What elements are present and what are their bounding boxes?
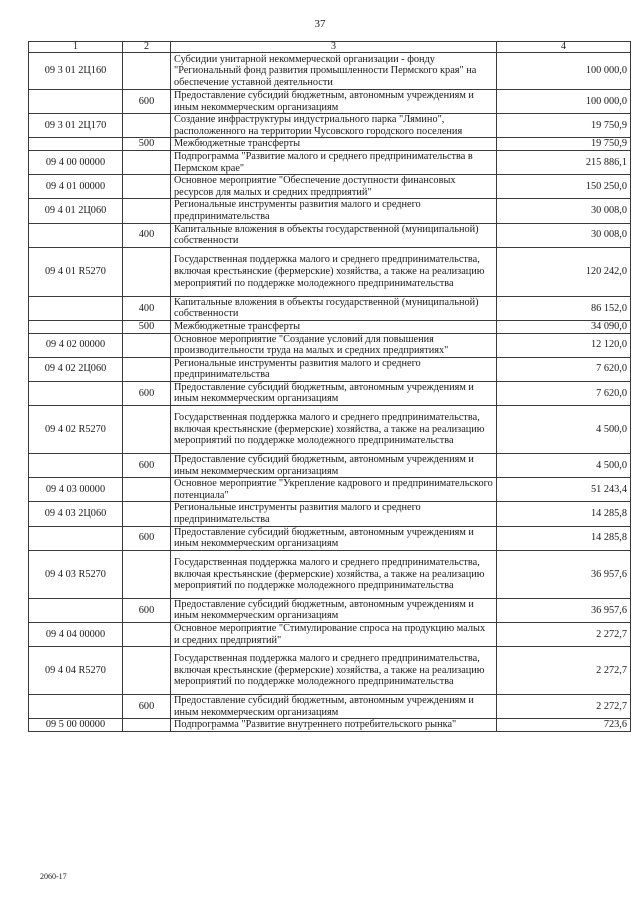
row-name-cell: Государственная поддержка малого и среднего предпринимательства, включая крестьянские (фермерские) хозяйства, а также на реализацию мероприятий по поддержке молодежного предпринимательства [171,647,497,695]
row-expense-type-cell [123,150,171,174]
row-code-cell: 09 4 04 00000 [29,623,123,647]
row-code-cell [29,320,123,333]
table-row [29,138,631,151]
table-row [29,175,631,199]
row-amount-cell: 12 120,0 [497,333,631,357]
row-amount-cell: 7 620,0 [497,381,631,405]
row-name-cell: Основное мероприятие "Стимулирование спроса на продукцию малых и средних предприятий" [171,623,497,647]
row-name-cell: Региональные инструменты развития малого и среднего предпринимательства [171,357,497,381]
row-name-cell: Основное мероприятие "Обеспечение доступности финансовых ресурсов для малых и средних предприятий" [171,175,497,199]
row-code-cell: 09 4 01 R5270 [29,247,123,296]
row-expense-type-cell [123,53,171,90]
row-amount-cell: 19 750,9 [497,114,631,138]
table-row [29,623,631,647]
table-row [29,247,631,296]
table-row [29,502,631,526]
row-code-cell: 09 4 03 00000 [29,478,123,502]
row-name-cell: Предоставление субсидий бюджетным, автономным учреждениям и иным некоммерческим организациям [171,695,497,719]
table-header-row [29,42,631,53]
row-name-cell: Подпрограмма "Развитие внутреннего потребительского рынка" [171,719,497,732]
table-row [29,320,631,333]
row-code-cell: 09 5 00 00000 [29,719,123,732]
row-code-cell: 09 4 01 2Ц060 [29,199,123,223]
row-name-cell: Государственная поддержка малого и среднего предпринимательства, включая крестьянские (фермерские) хозяйства, а также на реализацию мероприятий по поддержке молодежного предпринимательства [171,550,497,598]
row-code-cell [29,296,123,320]
table-row [29,90,631,114]
row-amount-cell: 14 285,8 [497,502,631,526]
row-code-cell: 09 4 02 2Ц060 [29,357,123,381]
table-row [29,454,631,478]
row-name-cell: Основное мероприятие "Укрепление кадрового и предпринимательского потенциала" [171,478,497,502]
row-amount-cell: 86 152,0 [497,296,631,320]
table-row [29,114,631,138]
row-amount-cell: 4 500,0 [497,454,631,478]
row-amount-cell: 36 957,6 [497,598,631,622]
row-amount-cell: 36 957,6 [497,550,631,598]
row-expense-type-cell: 400 [123,296,171,320]
header-cell-4: 4 [497,42,631,53]
row-code-cell [29,526,123,550]
row-name-cell: Межбюджетные трансферты [171,320,497,333]
row-name-cell: Региональные инструменты развития малого и среднего предпринимательства [171,199,497,223]
row-amount-cell: 30 008,0 [497,199,631,223]
row-amount-cell: 215 886,1 [497,150,631,174]
table-row [29,647,631,695]
row-name-cell: Капитальные вложения в объекты государственной (муниципальной) собственности [171,223,497,247]
budget-table [28,41,631,732]
row-expense-type-cell [123,550,171,598]
row-expense-type-cell [123,199,171,223]
row-name-cell: Предоставление субсидий бюджетным, автономным учреждениям и иным некоммерческим организациям [171,598,497,622]
row-expense-type-cell [123,623,171,647]
row-name-cell: Подпрограмма "Развитие малого и среднего предпринимательства в Пермском крае" [171,150,497,174]
row-amount-cell: 4 500,0 [497,406,631,454]
row-code-cell: 09 4 02 00000 [29,333,123,357]
row-code-cell: 09 4 01 00000 [29,175,123,199]
row-expense-type-cell [123,478,171,502]
row-name-cell: Предоставление субсидий бюджетным, автономным учреждениям и иным некоммерческим организациям [171,381,497,405]
row-code-cell: 09 4 02 R5270 [29,406,123,454]
row-amount-cell: 100 000,0 [497,53,631,90]
row-code-cell [29,598,123,622]
row-amount-cell: 34 090,0 [497,320,631,333]
row-amount-cell: 150 250,0 [497,175,631,199]
row-code-cell [29,138,123,151]
row-expense-type-cell: 600 [123,598,171,622]
page-number: 37 [314,18,326,30]
row-expense-type-cell: 600 [123,90,171,114]
row-expense-type-cell [123,357,171,381]
row-expense-type-cell [123,406,171,454]
table-row [29,526,631,550]
row-expense-type-cell [123,719,171,732]
row-amount-cell: 51 243,4 [497,478,631,502]
row-code-cell: 09 4 04 R5270 [29,647,123,695]
table-row [29,478,631,502]
row-code-cell: 09 3 01 2Ц170 [29,114,123,138]
row-amount-cell: 19 750,9 [497,138,631,151]
table-row [29,598,631,622]
row-code-cell [29,454,123,478]
row-name-cell: Создание инфраструктуры индустриального парка "Лямино", расположенного на территории Чусовского городского поселения [171,114,497,138]
row-expense-type-cell: 600 [123,454,171,478]
row-expense-type-cell [123,502,171,526]
row-amount-cell: 2 272,7 [497,695,631,719]
table-row [29,150,631,174]
table-row [29,333,631,357]
row-amount-cell: 2 272,7 [497,623,631,647]
footer-code: 2060-17 [40,872,67,881]
table-row [29,53,631,90]
row-code-cell [29,695,123,719]
row-expense-type-cell: 500 [123,138,171,151]
row-name-cell: Капитальные вложения в объекты государственной (муниципальной) собственности [171,296,497,320]
row-name-cell: Основное мероприятие "Создание условий для повышения производительности труда на малых и средних предприятиях" [171,333,497,357]
row-amount-cell: 2 272,7 [497,647,631,695]
row-code-cell [29,223,123,247]
row-name-cell: Региональные инструменты развития малого и среднего предпринимательства [171,502,497,526]
row-expense-type-cell: 400 [123,223,171,247]
header-cell-1: 1 [29,42,123,53]
row-amount-cell: 100 000,0 [497,90,631,114]
table-row [29,296,631,320]
table-row [29,406,631,454]
row-name-cell: Государственная поддержка малого и среднего предпринимательства, включая крестьянские (фермерские) хозяйства, а также на реализацию мероприятий по поддержке молодежного предпринимательства [171,247,497,296]
row-amount-cell: 7 620,0 [497,357,631,381]
header-cell-2: 2 [123,42,171,53]
row-expense-type-cell [123,175,171,199]
table-row [29,550,631,598]
row-expense-type-cell: 600 [123,695,171,719]
row-name-cell: Предоставление субсидий бюджетным, автономным учреждениям и иным некоммерческим организациям [171,90,497,114]
table-row [29,199,631,223]
row-expense-type-cell [123,647,171,695]
row-amount-cell: 14 285,8 [497,526,631,550]
row-code-cell: 09 3 01 2Ц160 [29,53,123,90]
row-expense-type-cell: 500 [123,320,171,333]
row-amount-cell: 723,6 [497,719,631,732]
row-expense-type-cell [123,333,171,357]
row-expense-type-cell [123,247,171,296]
row-amount-cell: 120 242,0 [497,247,631,296]
header-cell-3: 3 [171,42,497,53]
row-code-cell: 09 4 03 2Ц060 [29,502,123,526]
row-expense-type-cell: 600 [123,381,171,405]
row-code-cell [29,381,123,405]
row-name-cell: Предоставление субсидий бюджетным, автономным учреждениям и иным некоммерческим организациям [171,526,497,550]
row-expense-type-cell [123,114,171,138]
row-name-cell: Субсидии унитарной некоммерческой организации - фонду "Региональный фонд развития промышленности Пермского края" на обеспечение уставной деятельности [171,53,497,90]
table-row [29,381,631,405]
table-row [29,719,631,732]
table-row [29,695,631,719]
row-code-cell: 09 4 00 00000 [29,150,123,174]
row-expense-type-cell: 600 [123,526,171,550]
row-code-cell: 09 4 03 R5270 [29,550,123,598]
row-name-cell: Межбюджетные трансферты [171,138,497,151]
row-name-cell: Государственная поддержка малого и среднего предпринимательства, включая крестьянские (фермерские) хозяйства, а также на реализацию мероприятий по поддержке молодежного предпринимательства [171,406,497,454]
row-amount-cell: 30 008,0 [497,223,631,247]
table-row [29,223,631,247]
row-code-cell [29,90,123,114]
table-row [29,357,631,381]
row-name-cell: Предоставление субсидий бюджетным, автономным учреждениям и иным некоммерческим организациям [171,454,497,478]
